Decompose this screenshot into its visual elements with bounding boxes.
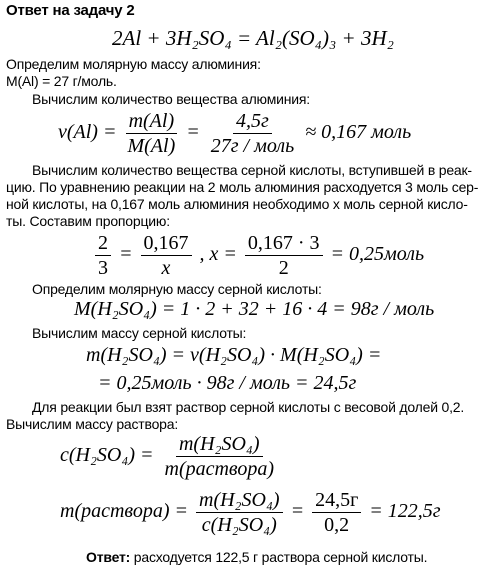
- fraction-numerator: 0,167 · 3: [245, 232, 323, 256]
- nu-al-formula: [58, 110, 411, 157]
- step4-intro: Вычислим массу серной кислоты:: [32, 325, 247, 341]
- fraction-numerator: m(H₂SO₄): [196, 489, 283, 513]
- final-answer: [86, 549, 427, 565]
- fraction-numerator: 0,167: [141, 232, 192, 256]
- solution-mass-result: = 122,5г: [369, 500, 441, 523]
- paragraph1-line4: ты. Составим пропорцию:: [6, 213, 170, 229]
- fraction-denominator: x: [161, 257, 171, 279]
- paragraph2-line2: Вычислим массу раствора:: [6, 416, 179, 432]
- fraction-denominator: M(Al): [127, 135, 176, 157]
- nu-al-fraction-2: [208, 110, 297, 157]
- step1-intro: Определим молярную массу алюминия:: [6, 56, 261, 72]
- fraction-denominator: 3: [98, 257, 108, 279]
- proportion-fraction-1: [95, 232, 111, 279]
- proportion-fraction-2: [141, 232, 192, 279]
- fraction-denominator: 0,2: [324, 514, 350, 536]
- proportion-result: = 0,25моль: [330, 243, 425, 266]
- molar-mass-al: M(Al) = 27 г/моль.: [6, 73, 117, 89]
- paragraph2-line1: Для реакции был взят раствор серной кислоты с весовой долей 0,2.: [32, 399, 465, 415]
- proportion-fraction-3: [245, 232, 323, 279]
- concentration-formula: [60, 433, 280, 480]
- fraction-numerator: m(H₂SO₄): [176, 433, 263, 457]
- step3-intro: Определим молярную массу серной кислоты:: [32, 281, 322, 297]
- equals-sign: =: [119, 243, 133, 266]
- mass-h2so4-line1: m(H₂SO₄) = ν(H₂SO₄) · M(H₂SO₄) =: [86, 344, 382, 366]
- answer-label: Ответ:: [86, 549, 131, 565]
- answer-text: расходуется 122,5 г раствора серной кислоты.: [130, 549, 428, 565]
- solution-mass-formula: [60, 489, 441, 536]
- nu-al-result: ≈ 0,167 моль: [305, 121, 412, 144]
- fraction-denominator: c(H₂SO₄): [201, 514, 277, 536]
- fraction-numerator: 24,5г: [312, 489, 361, 513]
- fraction-denominator: 27г / моль: [210, 135, 295, 157]
- fraction-denominator: 2: [278, 257, 289, 279]
- paragraph1-line2: цию. По уравнению реакции на 2 моль алюминия расходуется 3 моль сер-: [6, 179, 479, 195]
- solution-mass-lhs: m(раствора) =: [60, 500, 188, 523]
- mass-h2so4-line2: = 0,25моль · 98г / моль = 24,5г: [98, 372, 357, 394]
- paragraph1-line1: Вычислим количество вещества серной кислоты, вступившей в реак-: [32, 162, 472, 178]
- fraction-denominator: m(раствора): [164, 458, 275, 480]
- reaction-equation: 2Al + 3H₂SO₄ = Al₂(SO₄)₃ + 3H₂: [112, 26, 394, 50]
- proportion-mid: , x =: [199, 243, 237, 266]
- solution-mass-fraction-1: [196, 489, 283, 536]
- fraction-numerator: 4,5г: [233, 110, 272, 134]
- fraction-numerator: 2: [95, 232, 111, 256]
- equals-sign: =: [186, 121, 200, 144]
- step2-intro: Вычислим количество вещества алюминия:: [32, 91, 310, 107]
- concentration-fraction: [162, 433, 278, 480]
- concentration-lhs: c(H₂SO₄) =: [60, 444, 154, 467]
- answer-heading: Ответ на задачу 2: [6, 2, 135, 19]
- proportion-formula: [92, 232, 424, 279]
- paragraph1-line3: ной кислоты, на 0,167 моль алюминия необходимо x моль серной кисло-: [6, 196, 468, 212]
- molar-mass-h2so4: M(H₂SO₄) = 1 · 2 + 32 + 16 · 4 = 98г / моль: [74, 298, 435, 320]
- nu-al-fraction-1: [124, 110, 178, 157]
- solution-mass-fraction-2: [312, 489, 361, 536]
- equals-sign: =: [290, 500, 305, 523]
- nu-al-lhs: ν(Al) =: [58, 121, 117, 144]
- fraction-numerator: m(Al): [126, 110, 178, 134]
